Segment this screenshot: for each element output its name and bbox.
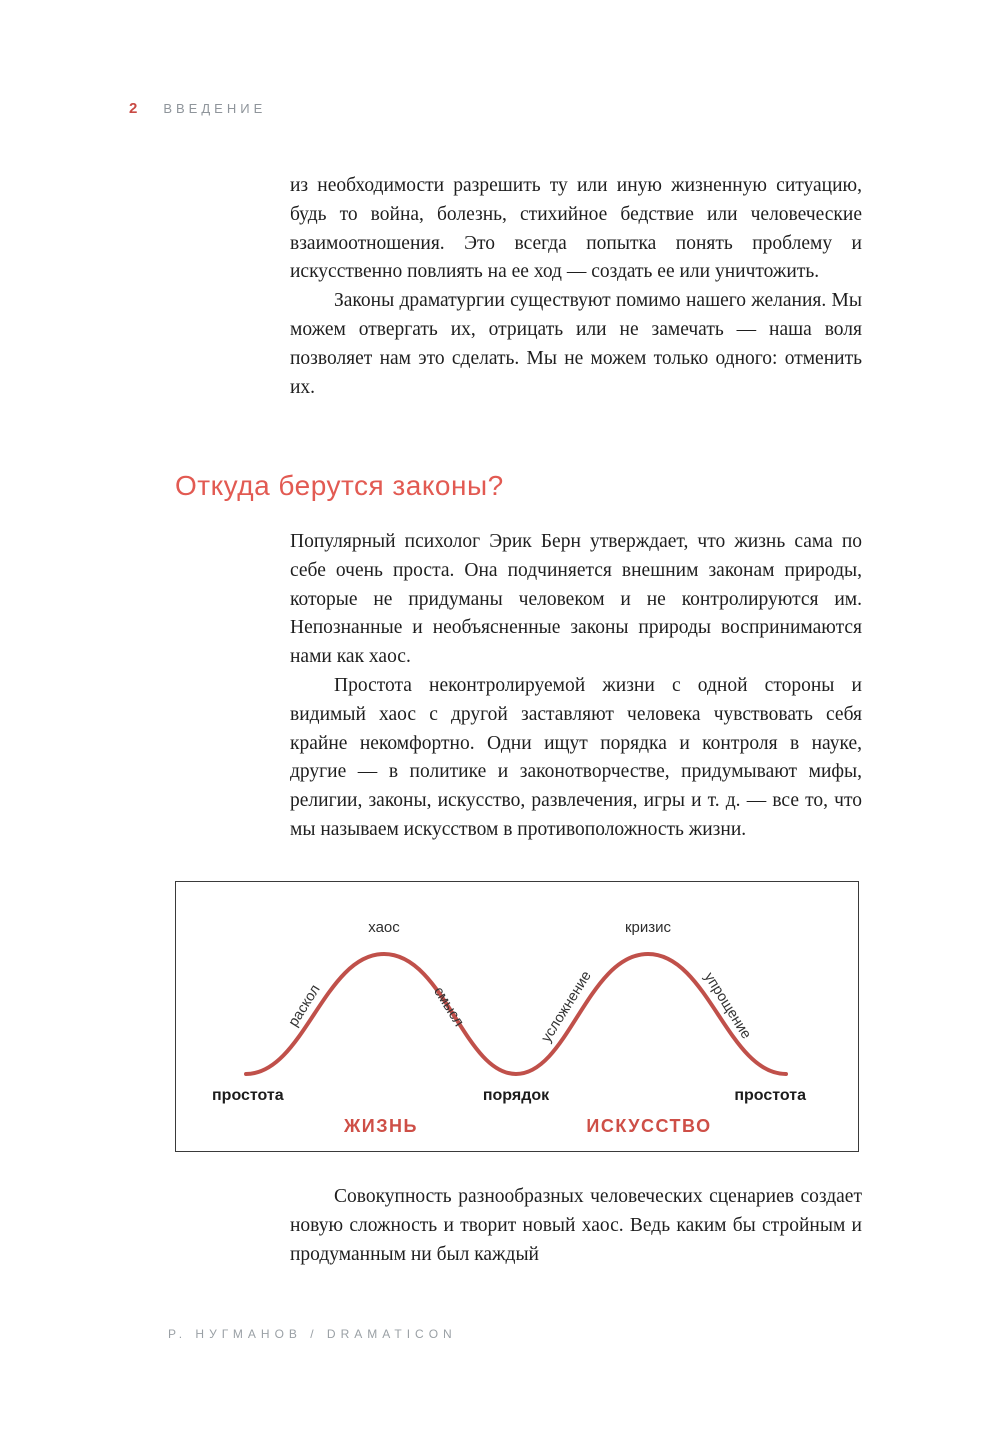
page-number: 2	[129, 100, 138, 117]
base-label-prostota-right: простота	[734, 1087, 806, 1104]
running-footer: Р. НУГМАНОВ / DRAMATICON	[168, 1327, 457, 1341]
text-block-main	[290, 528, 862, 845]
zone-label-art: ИСКУССТВО	[586, 1116, 712, 1136]
slope-label-smysl: смысл	[430, 984, 467, 1030]
section-heading: Откуда берутся законы?	[175, 470, 504, 501]
paragraph: Простота неконтролируемой жизни с одной стороны и видимый хаос с другой заставляют человека чувствовать себя крайне некомфортно. Одни ищут порядка и контроля в науке, другие — в политике и законотворчестве, придумывают мифы, религии, законы, искусство, развлечения, игры и т. д. — все то, что мы называем искусством в противоположность жизни.	[290, 674, 862, 840]
paragraph: из необходимости разрешить ту или иную жизненную ситуацию, будь то война, болезнь, стихийное бедствие или человеческие взаимоотношения. Это всегда попытка понять проблему и искусственно повлиять на ее ход — создать ее или уничтожить.	[290, 175, 862, 283]
paragraph: Законы драматургии существуют помимо нашего желания. Мы можем отвергать их, отрицать или не замечать — наша воля позволяет нам это сделать. Мы не можем только одного: отменить их.	[290, 290, 862, 398]
running-header	[129, 100, 266, 117]
zone-label-life: ЖИЗНЬ	[344, 1116, 418, 1136]
base-label-poryadok: порядок	[482, 1087, 550, 1104]
diagram	[175, 881, 859, 1152]
peak-label-crisis: кризис	[624, 919, 672, 936]
paragraph: Совокупность разнообразных человеческих сценариев создает новую сложность и творит новый хаос. Ведь каким бы стройным и продуманным ни был каждый	[290, 1186, 862, 1265]
base-label-prostota-left: простота	[212, 1087, 284, 1104]
wave-diagram-svg	[176, 882, 858, 1151]
chapter-header: ВВЕДЕНИЕ	[163, 101, 267, 116]
wave-curve	[246, 954, 786, 1074]
text-block-intro	[290, 172, 862, 402]
slope-label-raskol: раскол	[285, 982, 324, 1030]
paragraph: Популярный психолог Эрик Берн утверждает, что жизнь сама по себе очень проста. Она подчиняется внешним законам природы, которые не придуманы человеком и не контролируются им. Непознанные и необъясненные законы природы воспринимаются нами как хаос.	[290, 531, 862, 668]
slope-label-uproshchenie: упрощение	[700, 969, 755, 1043]
text-block-closing	[290, 1183, 862, 1269]
peak-label-chaos: хаос	[368, 919, 400, 936]
slope-label-uslozhnenie: усложнение	[538, 968, 595, 1046]
